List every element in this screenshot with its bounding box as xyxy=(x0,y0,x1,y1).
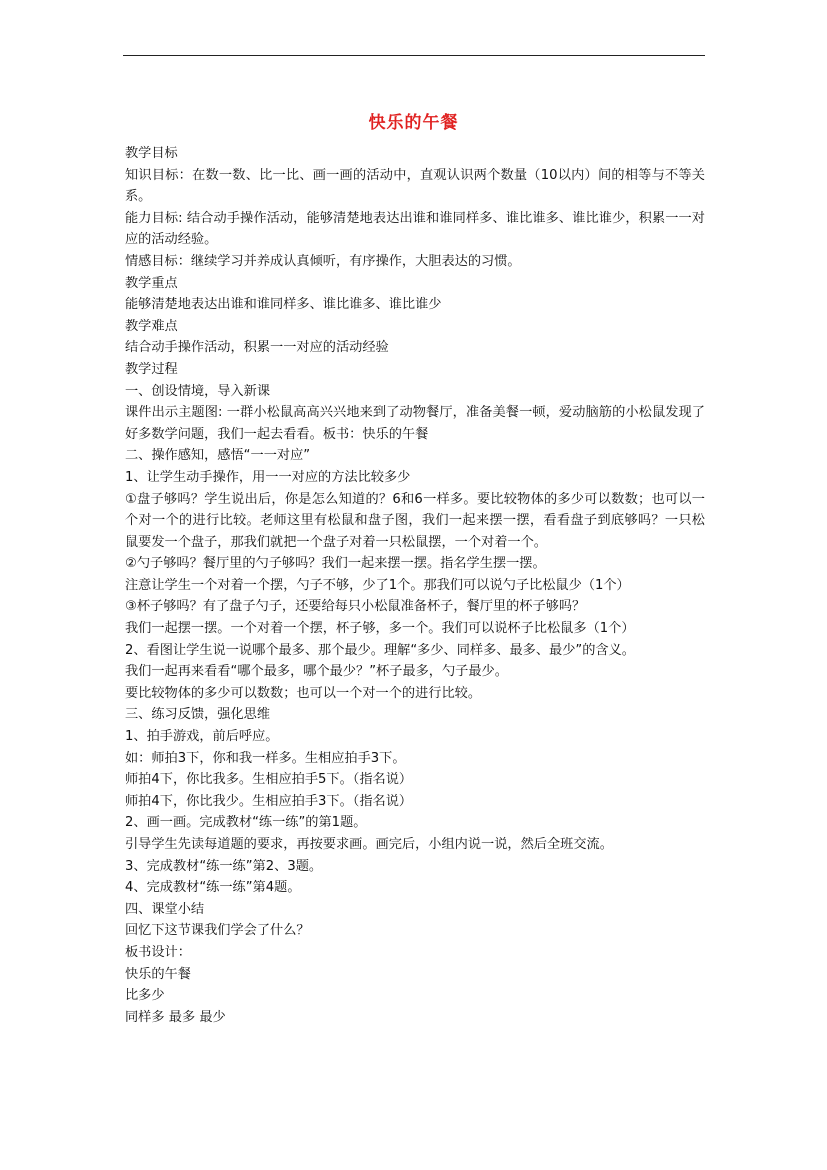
text-line: 知识目标：在数一数、比一比、画一画的活动中，直观认识两个数量（10以内）间的相等与不等关系。 xyxy=(125,167,705,205)
text-line: 板书设计： xyxy=(125,944,191,960)
text-line: 注意让学生一个对着一个摆，勺子不够，少了1个。那我们可以说勺子比松鼠少（1个） xyxy=(125,577,630,593)
text-line: 能力目标: 结合动手操作活动，能够清楚地表达出谁和谁同样多、谁比谁多、谁比谁少，积累一一对应的活动经验。 xyxy=(125,210,705,248)
text-line: 1、拍手游戏，前后呼应。 xyxy=(125,729,279,745)
text-line: 如：师拍3下，你和我一样多。生相应拍手3下。 xyxy=(125,750,406,766)
text-line: 结合动手操作活动，积累一一对应的活动经验 xyxy=(125,340,389,356)
text-line: 同样多 最多 最少 xyxy=(125,1009,226,1025)
text-line: 3、完成教材“练一练”第2、3题。 xyxy=(125,858,323,874)
text-line: 回忆下这节课我们学会了什么？ xyxy=(125,923,310,939)
document-body xyxy=(125,143,705,1028)
text-line: ③杯子够吗？有了盘子勺子，还要给每只小松鼠准备杯子，餐厅里的杯子够吗？ xyxy=(125,599,586,615)
text-line: 1、让学生动手操作，用一一对应的方法比较多少 xyxy=(125,469,411,485)
document-title: 快乐的午餐 xyxy=(368,113,459,133)
text-line: 我们一起摆一摆。一个对着一个摆，杯子够，多一个。我们可以说杯子比松鼠多（1个） xyxy=(125,621,635,637)
text-line: 二、操作感知，感悟“一一对应” xyxy=(125,448,311,464)
text-line: 师拍4下，你比我少。生相应拍手3下。（指名说） xyxy=(125,793,413,809)
text-line: 能够清楚地表达出谁和谁同样多、谁比谁多、谁比谁少 xyxy=(125,297,442,313)
text-line: 快乐的午餐 xyxy=(125,966,191,982)
text-line: 要比较物体的多少可以数数；也可以一个对一个的进行比较。 xyxy=(125,685,482,701)
text-line: 我们一起再来看看“哪个最多，哪个最少？”杯子最多，勺子最少。 xyxy=(125,664,508,680)
text-line: 教学目标 xyxy=(125,146,178,161)
text-line: 2、看图让学生说一说哪个最多、那个最少。理解“多少、同样多、最多、最少”的含义。 xyxy=(125,642,635,658)
text-line: 4、完成教材“练一练”第4题。 xyxy=(125,880,301,896)
text-line: 课件出示主题图: 一群小松鼠高高兴兴地来到了动物餐厅，准备美餐一顿，爱动脑筋的小松鼠发现了好多数学问题，我们一起去看看。板书：快乐的午餐 xyxy=(125,405,705,442)
text-line: 2、画一画。完成教材“练一练”的第1题。 xyxy=(125,815,367,831)
text-line: ①盘子够吗？学生说出后，你是怎么知道的？6和6一样多。要比较物体的多少可以数数；也可以一个对一个的进行比较。老师这里有松鼠和盘子图，我们一起来摆一摆，看看盘子到底够吗？一只松鼠要发一个盘子，那我们就把一个盘子对着一只松鼠摆，一个对着一个。 xyxy=(125,491,705,550)
text-line: 比多少 xyxy=(125,988,165,1004)
text-line: 师拍4下，你比我多。生相应拍手5下。（指名说） xyxy=(125,772,413,788)
text-line: 教学过程 xyxy=(125,361,178,377)
text-line: 教学难点 xyxy=(125,318,178,334)
text-line: 情感目标：继续学习并养成认真倾听，有序操作，大胆表达的习惯。 xyxy=(125,253,521,269)
text-line: 一、创设情境，导入新课 xyxy=(125,383,271,399)
text-line: 三、练习反馈，强化思维 xyxy=(125,707,271,723)
text-line: 引导学生先读每道题的要求，再按要求画。画完后，小组内说一说，然后全班交流。 xyxy=(125,837,613,852)
text-line: ②勺子够吗？餐厅里的勺子够吗？我们一起来摆一摆。指名学生摆一摆。 xyxy=(125,556,546,572)
text-line: 教学重点 xyxy=(125,275,178,291)
header-rule xyxy=(123,55,705,56)
text-line: 四、课堂小结 xyxy=(125,901,205,917)
